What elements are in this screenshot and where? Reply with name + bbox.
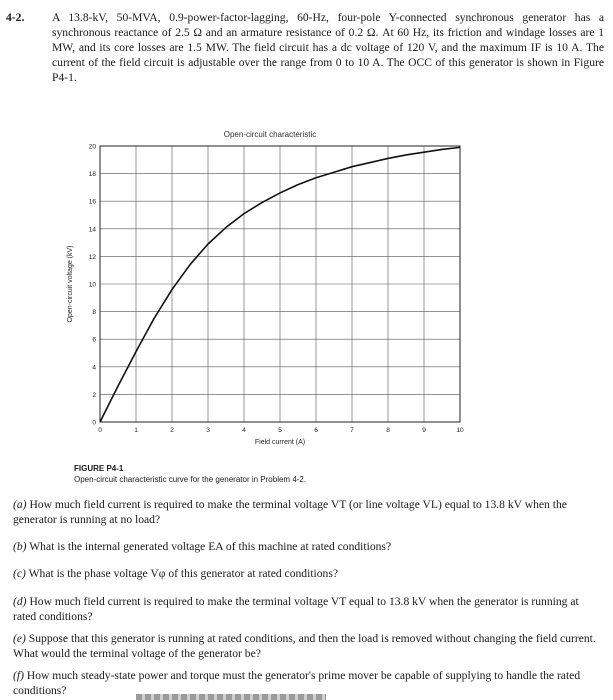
- problem-number: 4-2.: [6, 11, 25, 24]
- y-tick-label: 14: [88, 226, 96, 234]
- question-letter: (e): [13, 632, 26, 645]
- occ-figure: [60, 130, 480, 460]
- y-tick-label: 6: [92, 336, 96, 344]
- y-tick-label: 16: [88, 198, 96, 206]
- figure-caption: [74, 463, 306, 485]
- question-text: How much field current is required to make the terminal voltage VT equal to 13.8 kV when the generator is running at rated conditions?: [13, 595, 579, 623]
- x-axis-label: Field current (A): [254, 439, 306, 446]
- x-tick-label: 4: [242, 427, 246, 434]
- y-tick-label: 8: [92, 309, 96, 317]
- y-tick-label: 2: [92, 391, 96, 399]
- question-b: [13, 539, 601, 554]
- x-tick-label: 10: [456, 427, 464, 434]
- question-letter: (a): [13, 498, 27, 511]
- question-text: How much field current is required to make the terminal voltage VT (or line voltage VL) equal to 13.8 kV when the generator is running at no load?: [13, 498, 567, 526]
- occ-chart: [60, 130, 480, 460]
- question-letter: (b): [13, 540, 27, 553]
- problem-text: A 13.8-kV, 50-MVA, 0.9-power-factor-lagging, 60-Hz, four-pole Y-connected synchronous generator has a synchronous reactance of 2.5 Ω and an armature resistance of 0.2 Ω. At 60 Hz, its friction and windage losses are 1 MW, and its core losses are 1.5 MW. The field circuit has a dc voltage of 120 V, and the maximum IF is 10 A. The current of the field circuit is adjustable over the range from 0 to 10 A. The OCC of this generator is shown in Figure P4-1.: [52, 11, 604, 84]
- question-c: [13, 566, 601, 581]
- question-e: [13, 631, 601, 661]
- x-tick-label: 2: [170, 427, 174, 434]
- question-letter: (d): [13, 595, 27, 608]
- x-tick-label: 5: [278, 427, 282, 434]
- x-tick-label: 8: [386, 427, 390, 434]
- y-tick-label: 20: [88, 143, 96, 151]
- x-tick-label: 6: [314, 427, 318, 434]
- figure-label: FIGURE P4-1: [74, 464, 124, 473]
- question-text: Suppose that this generator is running at rated conditions, and then the load is removed without changing the field current. What would the terminal voltage of the generator be?: [13, 632, 596, 660]
- question-letter: (f): [13, 669, 24, 682]
- y-tick-label: 4: [92, 364, 96, 372]
- question-text: What is the phase voltage Vφ of this generator at rated conditions?: [28, 567, 339, 580]
- x-tick-label: 3: [206, 427, 210, 434]
- y-axis-label: Open-circuit voltage (kV): [67, 245, 74, 323]
- question-d: [13, 594, 601, 624]
- cropped-line-decoration: [136, 694, 326, 700]
- question-a: [13, 497, 601, 527]
- y-tick-label: 18: [88, 171, 96, 179]
- question-letter: (c): [13, 567, 26, 580]
- question-text: What is the internal generated voltage EA of this machine at rated conditions?: [29, 540, 392, 553]
- x-tick-label: 1: [134, 427, 138, 434]
- question-text: How much steady-state power and torque must the generator's prime mover be capable of supplying to handle the rated conditions?: [13, 669, 581, 697]
- x-tick-label: 0: [98, 427, 102, 434]
- y-tick-label: 0: [92, 419, 96, 427]
- y-tick-label: 10: [88, 281, 96, 289]
- figure-caption-text: Open-circuit characteristic curve for the generator in Problem 4-2.: [74, 475, 307, 484]
- x-tick-label: 7: [350, 427, 354, 434]
- y-tick-label: 12: [88, 253, 96, 261]
- chart-title: Open-circuit characteristic: [223, 130, 317, 139]
- x-tick-label: 9: [422, 427, 426, 434]
